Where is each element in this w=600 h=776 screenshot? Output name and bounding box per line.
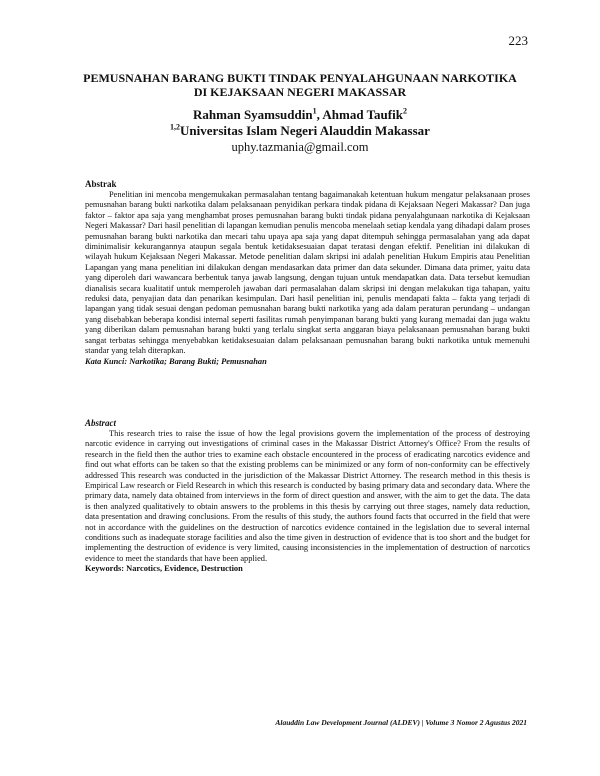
abstract-heading: Abstract <box>85 418 117 428</box>
author-list <box>60 107 540 123</box>
abstrak-keywords: Kata Kunci: Narkotika; Barang Bukti; Pemusnahan <box>85 356 267 366</box>
abstract-body: This research tries to raise the issue of how the legal provisions govern the implementation of the process of destroying narcotic evidence in carrying out investigations of criminal cases in the Makassar District Attorney's Office? From the results of research in the field then the author tries to examine each obstacle encountered in the process of eradicating narcotics evidence and find out what efforts can be taken so that the existing problems can be minimized or any form of non-conformity can be effectively addressed This research was conducted in the jurisdiction of the Makassar District Attorney. The research method in this thesis is Empirical Law research or Field Research in which this research is conducted by basing primary data and secondary data. Where the primary data, namely data obtained from interviews in the form of direct question and answer, with the aim to get the data. The data is then analyzed qualitatively to obtain answers to the problems in this thesis by carrying out three stages, namely data reduction, data presentation and drawing conclusions. From the results of this study, the authors found facts that occurred in the field that were not in accordance with the guidelines on the destruction of narcotics evidence contained in the legislation due to several internal conditions such as inadequate storage facilities and also the time given in destruction of evidence that is too short and the budget for implementing the destruction of evidence is very limited, causing inconsistencies in the implementation of destruction of narcotics evidence to meet the standards that have been applied. <box>85 429 530 563</box>
journal-footer: Alauddin Law Development Journal (ALDEV) | Volume 3 Nomor 2 Agustus 2021 <box>275 718 527 727</box>
affiliation-name: Universitas Islam Negeri Alauddin Makassar <box>180 123 430 138</box>
abstrak-heading: Abstrak <box>85 179 117 189</box>
author-name: Ahmad Taufik <box>322 107 403 122</box>
author-email: uphy.tazmania@gmail.com <box>231 140 369 154</box>
title-line-1: PEMUSNAHAN BARANG BUKTI TINDAK PENYALAHGUNAAN NARKOTIKA <box>83 71 517 85</box>
affiliation-superscript: 1,2 <box>170 122 181 132</box>
title-line-2: DI KEJAKSAAN NEGERI MAKASSAR <box>193 85 407 99</box>
author-separator: , <box>316 107 323 122</box>
author-superscript: 1 <box>312 106 317 116</box>
author-name: Rahman Syamsuddin <box>193 107 313 122</box>
abstract-keywords: Keywords: Narcotics, Evidence, Destruction <box>85 564 243 574</box>
author-superscript: 2 <box>402 106 407 116</box>
paper-title <box>60 71 540 99</box>
abstrak-body: Penelitian ini mencoba mengemukakan permasalahan tentang bagaimanakah ketentuan hukum mengatur pelaksanaan proses pemusnahan barang bukti narkotika dalam pelaksanaan penyidikan perkara tindak pidana di Kejaksaan Negeri Makassar? Dan juga faktor – faktor apa saja yang menghambat proses pemusnahan barang bukti tindak pidana penyalahgunaan narkotika di Kejaksaan Negeri Makassar? Dari hasil penelitian di lapangan kemudian penulis mencoba menelaah setiap kendala yang dihadapi dalam proses pemusnahan barang bukti narkotika dan mecari tahu upaya apa saja yang dapat ditempuh sehingga permasalahan yang ada dapat diminimalisir kekurangannya ataupun segala bentuk ketidaksesuaian dapat teratasi dengan efektif. Penelitian ini dilakukan di wilayah hukum Kejaksaan Negeri Makassar. Metode penelitian dalam skripsi ini adalah penelitian Hukum Empiris atau Penelitian Lapangan yang mana penelitian ini dilakukan dengan mendasarkan data primer dan data sekunder. Dimana data primer, yaitu data yang diperoleh dari wawancara berbentuk tanya jawab langsung, dengan tujuan untuk mendapatkan data. Data tersebut kemudian dianalisis secara kualitatif untuk memperoleh jawaban dari permasalahan dalam skripsi ini dengan melakukan tiga tahapan, yaitu reduksi data, penyajian data dan penarikan kesimpulan. Dari hasil penelitian ini, penulis mendapati fakta – fakta yang terjadi di lapangan yang tidak sesuai dengan pedoman pemusnahan barang bukti narkotika yang ada dalam peraturan perundang – undangan yang disebabkan beberapa kondisi internal seperti fasilitas rumah penyimpanan barang bukti yang kurang memadai dan juga waktu yang diberikan dalam pemusnahan barang bukti yang terlalu singkat serta anggaran biaya pelaksanaan pemusnahan barang bukti sangat terbatas sehingga menyebabkan ketidaksesuaian dalam pelaksanaan pemusnahan barang bukti narkotika untuk memenuhi standar yang telah diterapkan. <box>85 190 530 356</box>
abstract-section <box>85 418 530 575</box>
abstrak-section <box>85 179 530 367</box>
affiliation <box>60 123 540 139</box>
page-number: 223 <box>508 33 528 48</box>
